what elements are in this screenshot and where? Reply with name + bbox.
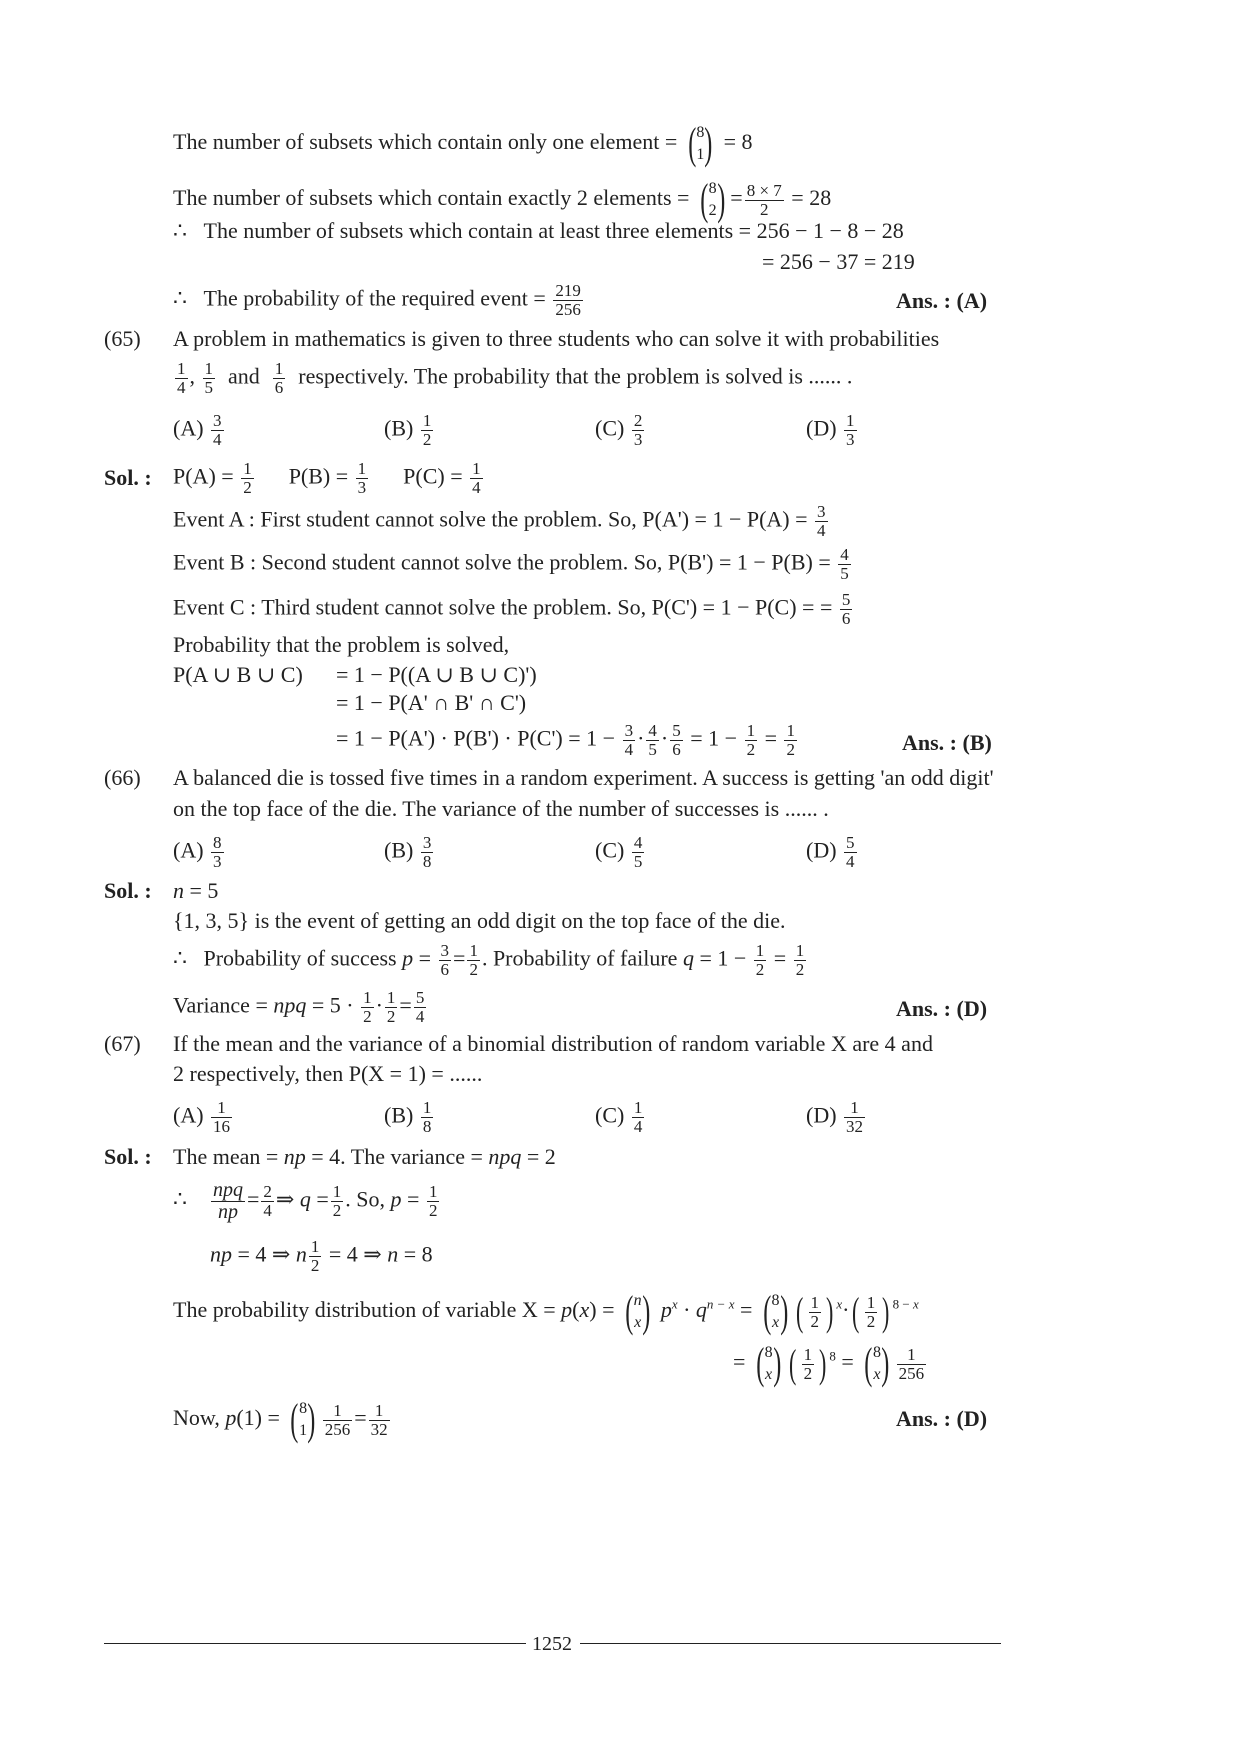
question-67-text-2: 2 respectively, then P(X = 1) = ...... bbox=[173, 1061, 483, 1086]
option-a: (A) $\frac{8}{3}$ bbox=[173, 833, 222, 871]
therefore-symbol: ∴ bbox=[173, 218, 187, 243]
option-c: (C) $\frac{1}{4}$ bbox=[595, 1098, 643, 1136]
answer-label: Ans. : (D) bbox=[896, 996, 988, 1021]
event-b-line: Event B : Second student cannot solve the problem. So, P(B') = 1 − P(B) = $\frac{4}{5}$ bbox=[173, 545, 849, 583]
answer-label: Ans. : (D) bbox=[896, 1406, 988, 1431]
union-line-3: = 1 − P(A' ∩ B' ∩ C') bbox=[336, 690, 527, 715]
probabilities-line: P(A) = $\frac{1}{2}$ P(B) = $\frac{1}{3}$ P(C) = $\frac{1}{4}$ bbox=[173, 459, 481, 497]
solution-label: Sol. : bbox=[104, 878, 152, 903]
question-65-text-2: $\frac{1}{4}$ , $\frac{1}{5}$ and $\frac{1}{6}$ respectively. The probability that the problem is solved is ...... . bbox=[177, 359, 853, 397]
at-least-three-line bbox=[173, 220, 904, 242]
distribution-line: The probability distribution of variable X = p(x) = ( n x ) $p^x \cdot q^{n - x}$ = ( 8 x ) ( 1 2 ) $^x$· ( 1 2 ) $^{8 - x}$ bbox=[173, 1287, 919, 1336]
footer-rule-right bbox=[580, 1643, 1001, 1644]
question-number-65: (65) bbox=[104, 326, 141, 351]
option-d: (D) $\frac{1}{3}$ bbox=[806, 411, 855, 449]
mean-variance-line: The mean = np = 4. The variance = npq = 2 bbox=[173, 1144, 556, 1169]
text: The number of subsets which contain at least three elements = 256 − 1 − 8 − 28 bbox=[203, 218, 904, 243]
option-b: (B) $\frac{3}{8}$ bbox=[384, 833, 432, 871]
text: The number of subsets which contain only one element bbox=[173, 129, 660, 155]
odd-digit-event-line: {1, 3, 5} is the event of getting an odd digit on the top face of the die. bbox=[173, 908, 786, 933]
probability-success-line: ∴ Probability of success p = $\frac{3}{6}$ = $\frac{1}{2}$ . Probability of failure q = 1 − $\frac{1}{2}$ = $\frac{1}{2}$ bbox=[173, 941, 805, 979]
solution-label: Sol. : bbox=[104, 1144, 152, 1169]
option-c: (C) $\frac{2}{3}$ bbox=[595, 411, 643, 449]
binomial: ( 8 2 ) bbox=[700, 175, 725, 224]
event-a-line: Event A : First student cannot solve the problem. So, P(A') = 1 − P(A) = $\frac{3}{4}$ bbox=[173, 502, 826, 540]
variance-line: Variance = npq = 5 · $\frac{1}{2}$ · $\frac{1}{2}$ = $\frac{5}{4}$ bbox=[173, 988, 425, 1026]
option-b: (B) $\frac{1}{8}$ bbox=[384, 1098, 432, 1136]
option-c: (C) $\frac{4}{5}$ bbox=[595, 833, 643, 871]
text: The number of subsets which contain exactly 2 elements bbox=[173, 185, 672, 211]
question-65-text: A problem in mathematics is given to three students who can solve it with probabilities bbox=[173, 326, 940, 351]
option-d: (D) $\frac{5}{4}$ bbox=[806, 833, 855, 871]
answer-label: Ans. : (A) bbox=[896, 288, 988, 313]
question-66-text-2: on the top face of the die. The variance of the number of successes is ...... . bbox=[173, 796, 829, 821]
binomial: ( 8 1 ) bbox=[688, 119, 713, 168]
option-a: (A) $\frac{1}{16}$ bbox=[173, 1098, 231, 1136]
footer-rule-left bbox=[104, 1643, 526, 1644]
union-line-4: = 1 − P(A') · P(B') · P(C') = 1 − $\frac{3}{4}$ · $\frac{4}{5}$ · $\frac{5}{6}$ = 1 − $\frac{1}{2}$ = $\frac{1}{2}$ bbox=[336, 721, 795, 759]
problem-solved-line: Probability that the problem is solved, bbox=[173, 632, 510, 657]
distribution-line-2: = ( 8 x ) ( 1 2 ) $^8$ = ( 8 x ) $\frac{1}{256}$ bbox=[733, 1339, 925, 1388]
required-event-line: ∴ The probability of the required event = $\frac{219}{256}$ bbox=[173, 281, 581, 319]
question-67-text: If the mean and the variance of a binomial distribution of random variable X are 4 and bbox=[173, 1031, 933, 1056]
union-line-2: = 1 − P((A ∪ B ∪ C)') bbox=[336, 662, 537, 687]
question-number-67: (67) bbox=[104, 1031, 141, 1056]
p1-line: Now, p(1) = ( 8 1 ) $\frac{1}{256}$ = $\frac{1}{32}$ bbox=[173, 1395, 388, 1444]
solution-label: Sol. : bbox=[104, 465, 152, 490]
event-c-line: Event C : Third student cannot solve the problem. So, P(C') = 1 − P(C) = = $\frac{5}{6}$ bbox=[173, 590, 851, 628]
question-66-text: A balanced die is tossed five times in a random experiment. A success is getting 'an odd digit' bbox=[173, 765, 994, 790]
n-derivation-line: np = 4 ⇒ n $\frac{1}{2}$ = 4 ⇒ n = 8 bbox=[210, 1237, 433, 1275]
at-least-three-result: = 256 − 37 = 219 bbox=[762, 249, 915, 274]
option-d: (D) $\frac{1}{32}$ bbox=[806, 1098, 864, 1136]
q-p-derivation-line: ∴ npq np = $\frac{2}{4}$ ⇒ q = $\frac{1}{2}$ . So, p = $\frac{1}{2}$ bbox=[173, 1179, 438, 1223]
subset-two-element-line: The number of subsets which contain exactly 2 elements = ( 8 2 ) = $\frac{8 \times 7}{2}$ = 28 bbox=[173, 175, 832, 224]
subset-one-element-line: The number of subsets which contain only one element = ( 8 1 ) = 8 bbox=[173, 119, 753, 168]
page-number: 1252 bbox=[532, 1633, 572, 1655]
option-a: (A) $\frac{3}{4}$ bbox=[173, 411, 222, 449]
answer-label: Ans. : (B) bbox=[902, 730, 992, 755]
question-number-66: (66) bbox=[104, 765, 141, 790]
n-value-line: n = 5 bbox=[173, 878, 219, 903]
option-b: (B) $\frac{1}{2}$ bbox=[384, 411, 432, 449]
union-line-1: P(A ∪ B ∪ C) bbox=[173, 662, 303, 687]
